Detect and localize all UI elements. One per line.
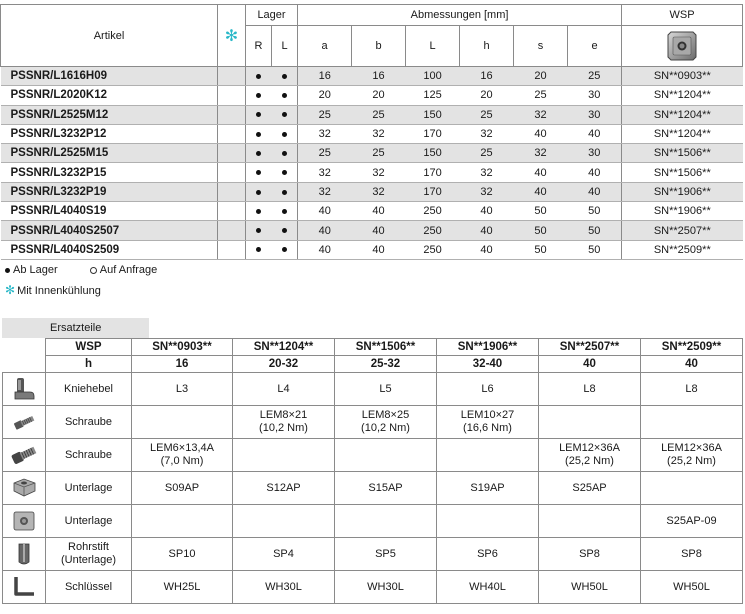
clamp-lever-icon	[3, 373, 46, 406]
spare-part-code: SP8	[539, 538, 641, 571]
dim-L: 170	[406, 163, 460, 182]
lager-l-cell	[272, 124, 298, 143]
wsp-code: SN**1506**	[622, 163, 743, 182]
dim-L: 170	[406, 124, 460, 143]
stock-dot-icon	[256, 170, 261, 175]
spare-part-row	[3, 373, 743, 406]
header-dim-e: e	[568, 26, 622, 67]
dim-b: 25	[352, 144, 406, 163]
dim-e: 30	[568, 105, 622, 124]
spare-part-name: Schraube	[46, 406, 132, 439]
wsp-code: SN**1204**	[622, 86, 743, 105]
dim-e: 50	[568, 202, 622, 221]
lager-r-cell	[246, 182, 272, 201]
spare-part-code: LEM8×25 (10,2 Nm)	[335, 406, 437, 439]
cooling-cell	[218, 124, 246, 143]
article-number: PSSNR/L4040S2509	[1, 240, 218, 259]
header-dim-s: s	[514, 26, 568, 67]
wsp-code: SN**1506**	[622, 144, 743, 163]
spare-part-code	[641, 472, 743, 505]
stock-dot-icon	[282, 151, 287, 156]
wsp-code: SN**2509**	[622, 240, 743, 259]
dim-a: 25	[298, 144, 352, 163]
stock-dot-icon	[282, 170, 287, 175]
cooling-cell	[218, 240, 246, 259]
dim-h: 40	[460, 240, 514, 259]
ersatzteile-tab: Ersatzteile	[2, 318, 149, 338]
lager-r-cell	[246, 144, 272, 163]
parts-header-h: h	[46, 356, 132, 373]
dim-b: 25	[352, 105, 406, 124]
article-row	[1, 105, 743, 124]
snowflake-icon: ✻	[5, 283, 16, 297]
dim-h: 40	[460, 202, 514, 221]
pin-icon	[3, 538, 46, 571]
spare-part-code: S25AP	[539, 472, 641, 505]
dim-a: 40	[298, 202, 352, 221]
spare-part-code: S19AP	[437, 472, 539, 505]
article-number: PSSNR/L3232P15	[1, 163, 218, 182]
dim-s: 50	[514, 202, 568, 221]
lager-l-cell	[272, 144, 298, 163]
screw-icon	[3, 406, 46, 439]
spare-part-row	[3, 406, 743, 439]
spare-part-code: WH25L	[132, 571, 233, 604]
spare-part-code: S25AP-09	[641, 505, 743, 538]
spare-part-row	[3, 505, 743, 538]
spare-part-code: S12AP	[233, 472, 335, 505]
dim-L: 150	[406, 105, 460, 124]
spare-part-code: L8	[641, 373, 743, 406]
lager-r-cell	[246, 240, 272, 259]
dim-b: 16	[352, 67, 406, 86]
dim-a: 32	[298, 124, 352, 143]
lager-l-cell	[272, 221, 298, 240]
dim-b: 32	[352, 163, 406, 182]
spare-part-code: L5	[335, 373, 437, 406]
article-row	[1, 163, 743, 182]
spare-part-code: SP5	[335, 538, 437, 571]
shim-alt-icon	[3, 505, 46, 538]
legend-auf-anfrage-label: Auf Anfrage	[99, 264, 158, 276]
spare-part-code	[132, 406, 233, 439]
parts-wsp-code: SN**1204**	[233, 339, 335, 356]
lager-r-cell	[246, 105, 272, 124]
article-number: PSSNR/L3232P19	[1, 182, 218, 201]
spare-part-code: SP10	[132, 538, 233, 571]
dim-e: 30	[568, 144, 622, 163]
cooling-cell	[218, 221, 246, 240]
shim-icon	[3, 472, 46, 505]
spare-part-code: L6	[437, 373, 539, 406]
dim-e: 30	[568, 86, 622, 105]
spare-part-code	[335, 505, 437, 538]
article-number: PSSNR/L2525M15	[1, 144, 218, 163]
hex-key-icon	[3, 571, 46, 604]
dim-s: 40	[514, 163, 568, 182]
article-number: PSSNR/L2525M12	[1, 105, 218, 124]
spare-part-row	[3, 472, 743, 505]
filled-dot-icon	[5, 268, 10, 273]
article-row	[1, 202, 743, 221]
dim-e: 50	[568, 221, 622, 240]
spare-part-code: LEM12×36A (25,2 Nm)	[641, 439, 743, 472]
dim-b: 32	[352, 124, 406, 143]
header-lager: Lager	[246, 5, 298, 26]
header-dim-b: b	[352, 26, 406, 67]
article-number: PSSNR/L2020K12	[1, 86, 218, 105]
spare-part-code	[539, 505, 641, 538]
header-lager-r: R	[246, 26, 272, 67]
spare-part-row	[3, 439, 743, 472]
dim-L: 125	[406, 86, 460, 105]
snowflake-icon: ✻	[218, 5, 246, 67]
dim-a: 40	[298, 240, 352, 259]
dim-h: 16	[460, 67, 514, 86]
dim-a: 32	[298, 182, 352, 201]
spare-part-code: LEM6×13,4A (7,0 Nm)	[132, 439, 233, 472]
stock-dot-icon	[256, 209, 261, 214]
cooling-cell	[218, 202, 246, 221]
parts-header-wsp: WSP	[46, 339, 132, 356]
spare-part-name: Unterlage	[46, 505, 132, 538]
stock-dot-icon	[256, 93, 261, 98]
dim-s: 25	[514, 86, 568, 105]
screw-large-icon	[3, 439, 46, 472]
spare-part-code	[335, 439, 437, 472]
spare-part-row	[3, 571, 743, 604]
lager-l-cell	[272, 67, 298, 86]
parts-h-range: 25-32	[335, 356, 437, 373]
spare-part-code	[132, 505, 233, 538]
stock-dot-icon	[282, 228, 287, 233]
spare-part-code	[437, 439, 539, 472]
dim-e: 40	[568, 124, 622, 143]
dim-L: 100	[406, 67, 460, 86]
legend-innenkuehlung-label: Mit Innenkühlung	[17, 285, 101, 297]
stock-dot-icon	[282, 112, 287, 117]
tool-holder-table	[0, 4, 743, 260]
spare-part-code: SP4	[233, 538, 335, 571]
spare-part-code	[233, 505, 335, 538]
spare-part-code: SP8	[641, 538, 743, 571]
cooling-cell	[218, 163, 246, 182]
spare-parts-table	[2, 338, 743, 604]
stock-dot-icon	[256, 74, 261, 79]
stock-dot-icon	[256, 151, 261, 156]
spare-part-code: WH50L	[539, 571, 641, 604]
dim-h: 40	[460, 221, 514, 240]
dim-L: 150	[406, 144, 460, 163]
dim-s: 32	[514, 105, 568, 124]
spare-part-code: LEM10×27 (16,6 Nm)	[437, 406, 539, 439]
stock-dot-icon	[256, 190, 261, 195]
stock-dot-icon	[256, 112, 261, 117]
header-lager-l: L	[272, 26, 298, 67]
article-number: PSSNR/L3232P12	[1, 124, 218, 143]
dim-e: 40	[568, 163, 622, 182]
header-dim-a: a	[298, 26, 352, 67]
stock-dot-icon	[282, 74, 287, 79]
dim-h: 32	[460, 182, 514, 201]
spare-part-code: L8	[539, 373, 641, 406]
dim-a: 25	[298, 105, 352, 124]
article-number: PSSNR/L4040S19	[1, 202, 218, 221]
hollow-dot-icon	[90, 267, 97, 274]
spare-part-row	[3, 538, 743, 571]
dim-e: 40	[568, 182, 622, 201]
header-wsp: WSP	[622, 5, 743, 26]
lager-r-cell	[246, 202, 272, 221]
dim-L: 250	[406, 221, 460, 240]
dim-s: 50	[514, 221, 568, 240]
article-row	[1, 67, 743, 86]
dim-h: 32	[460, 124, 514, 143]
stock-dot-icon	[256, 247, 261, 252]
lager-r-cell	[246, 221, 272, 240]
square-insert-icon	[622, 26, 743, 67]
dim-a: 20	[298, 86, 352, 105]
parts-h-range: 16	[132, 356, 233, 373]
wsp-code: SN**2507**	[622, 221, 743, 240]
spare-part-code: S15AP	[335, 472, 437, 505]
dim-L: 250	[406, 240, 460, 259]
stock-dot-icon	[256, 228, 261, 233]
dim-b: 32	[352, 182, 406, 201]
stock-dot-icon	[282, 209, 287, 214]
wsp-code: SN**1906**	[622, 202, 743, 221]
blank-cell	[3, 356, 46, 373]
lager-l-cell	[272, 202, 298, 221]
dim-s: 32	[514, 144, 568, 163]
lager-r-cell	[246, 163, 272, 182]
wsp-code: SN**1906**	[622, 182, 743, 201]
spare-part-code: L4	[233, 373, 335, 406]
article-row	[1, 240, 743, 259]
lager-r-cell	[246, 86, 272, 105]
spare-part-code: LEM12×36A (25,2 Nm)	[539, 439, 641, 472]
lager-r-cell	[246, 124, 272, 143]
lager-l-cell	[272, 182, 298, 201]
dim-b: 40	[352, 240, 406, 259]
header-abmessungen: Abmessungen [mm]	[298, 5, 622, 26]
wsp-code: SN**0903**	[622, 67, 743, 86]
spare-part-code	[437, 505, 539, 538]
cooling-cell	[218, 182, 246, 201]
spare-part-code: S09AP	[132, 472, 233, 505]
spare-part-code: WH30L	[335, 571, 437, 604]
stock-dot-icon	[256, 132, 261, 137]
parts-h-range: 32-40	[437, 356, 539, 373]
dim-a: 40	[298, 221, 352, 240]
spare-part-name: Schraube	[46, 439, 132, 472]
dim-L: 250	[406, 202, 460, 221]
parts-h-range: 20-32	[233, 356, 335, 373]
lager-l-cell	[272, 86, 298, 105]
lager-l-cell	[272, 163, 298, 182]
dim-e: 25	[568, 67, 622, 86]
dim-s: 50	[514, 240, 568, 259]
spare-part-name: Unterlage	[46, 472, 132, 505]
spare-part-code: WH40L	[437, 571, 539, 604]
spare-part-code	[641, 406, 743, 439]
dim-s: 20	[514, 67, 568, 86]
dim-a: 16	[298, 67, 352, 86]
parts-h-range: 40	[539, 356, 641, 373]
article-number: PSSNR/L4040S2507	[1, 221, 218, 240]
header-dim-h: h	[460, 26, 514, 67]
lager-l-cell	[272, 105, 298, 124]
wsp-code: SN**1204**	[622, 105, 743, 124]
spare-part-code: SP6	[437, 538, 539, 571]
dim-e: 50	[568, 240, 622, 259]
dim-h: 20	[460, 86, 514, 105]
legend-innenkuehlung	[5, 283, 101, 297]
spare-part-code: LEM8×21 (10,2 Nm)	[233, 406, 335, 439]
dim-h: 25	[460, 105, 514, 124]
dim-b: 40	[352, 221, 406, 240]
lager-l-cell	[272, 240, 298, 259]
spare-part-name: Kniehebel	[46, 373, 132, 406]
parts-wsp-code: SN**0903**	[132, 339, 233, 356]
cooling-cell	[218, 67, 246, 86]
legend-ab-lager	[5, 264, 157, 276]
spare-part-name: Rohrstift (Unterlage)	[46, 538, 132, 571]
lager-r-cell	[246, 67, 272, 86]
spare-part-name: Schlüssel	[46, 571, 132, 604]
cooling-cell	[218, 86, 246, 105]
wsp-code: SN**1204**	[622, 124, 743, 143]
dim-b: 40	[352, 202, 406, 221]
dim-b: 20	[352, 86, 406, 105]
cooling-cell	[218, 105, 246, 124]
stock-dot-icon	[282, 93, 287, 98]
article-number: PSSNR/L1616H09	[1, 67, 218, 86]
spare-part-code: WH30L	[233, 571, 335, 604]
blank-cell	[3, 339, 46, 356]
dim-a: 32	[298, 163, 352, 182]
parts-wsp-code: SN**1906**	[437, 339, 539, 356]
dim-h: 32	[460, 163, 514, 182]
cooling-cell	[218, 144, 246, 163]
article-row	[1, 182, 743, 201]
header-artikel: Artikel	[1, 5, 218, 67]
article-row	[1, 221, 743, 240]
dim-L: 170	[406, 182, 460, 201]
stock-dot-icon	[282, 247, 287, 252]
spare-part-code	[539, 406, 641, 439]
spare-part-code	[233, 439, 335, 472]
dim-h: 25	[460, 144, 514, 163]
stock-dot-icon	[282, 132, 287, 137]
stock-dot-icon	[282, 190, 287, 195]
parts-h-range: 40	[641, 356, 743, 373]
dim-s: 40	[514, 182, 568, 201]
spare-part-code: L3	[132, 373, 233, 406]
parts-wsp-code: SN**1506**	[335, 339, 437, 356]
header-dim-L: L	[406, 26, 460, 67]
parts-wsp-code: SN**2507**	[539, 339, 641, 356]
article-row	[1, 144, 743, 163]
legend-ab-lager-label: Ab Lager	[13, 264, 58, 276]
article-row	[1, 124, 743, 143]
article-row	[1, 86, 743, 105]
dim-s: 40	[514, 124, 568, 143]
parts-wsp-code: SN**2509**	[641, 339, 743, 356]
spare-part-code: WH50L	[641, 571, 743, 604]
